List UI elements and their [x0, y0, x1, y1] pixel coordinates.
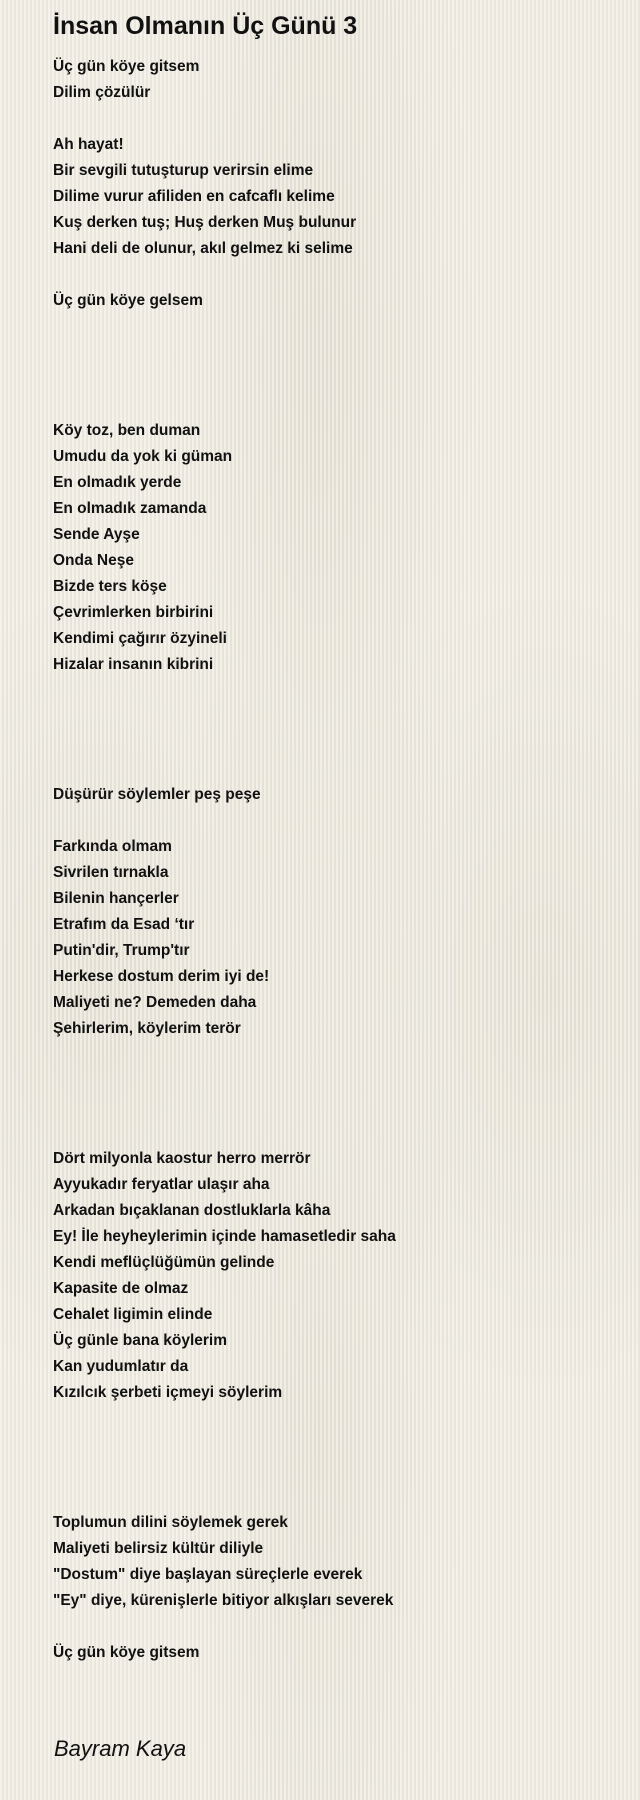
- stanza-break: [53, 340, 613, 366]
- poem-line: Toplumun dilini söylemek gerek: [53, 1514, 288, 1531]
- stanza-break: [53, 1120, 613, 1146]
- poem-line: Hani deli de olunur, akıl gelmez ki selime: [53, 240, 353, 257]
- poem-line: Bizde ters köşe: [53, 578, 167, 595]
- poem-line: Ey! İle heyheylerimin içinde hamasetledir saha: [53, 1228, 396, 1245]
- poem-line: Sivrilen tırnakla: [53, 864, 169, 881]
- stanza-break: [53, 704, 613, 730]
- stanza-break: [53, 1042, 613, 1068]
- poem-line: Bilenin hançerler: [53, 890, 179, 907]
- poem-line: Hizalar insanın kibrini: [53, 656, 214, 673]
- stanza-break: [53, 730, 613, 756]
- stanza-break: [53, 808, 613, 834]
- poem-line: Onda Neşe: [53, 552, 134, 569]
- stanza-break: [53, 1068, 613, 1094]
- poem-line: Herkese dostum derim iyi de!: [53, 968, 270, 985]
- stanza-break: [53, 392, 613, 418]
- poem-line: Üç günle bana köylerim: [53, 1332, 227, 1349]
- poem-line: Arkadan bıçaklanan dostluklarla kâha: [53, 1202, 331, 1219]
- stanza-break: [53, 1484, 613, 1510]
- poem-line: Kan yudumlatır da: [53, 1358, 189, 1375]
- stanza-break: [53, 314, 613, 340]
- poem-line: Köy toz, ben duman: [53, 422, 201, 439]
- stanza-break: [53, 366, 613, 392]
- stanza-break: [53, 1094, 613, 1120]
- poem-line: "Ey" diye, kürenişlerle bitiyor alkışları severek: [53, 1592, 394, 1609]
- poem-line: Kapasite de olmaz: [53, 1280, 189, 1297]
- poem-line: Etrafım da Esad ‘tır: [53, 916, 195, 933]
- poem-line: Çevrimlerken birbirini: [53, 604, 214, 621]
- stanza-break: [53, 262, 613, 288]
- stanza-break: [53, 1458, 613, 1484]
- poem-line: Ah hayat!: [53, 136, 124, 153]
- poem-line: Kuş derken tuş; Huş derken Muş bulunur: [53, 214, 357, 231]
- poem-line: Sende Ayşe: [53, 526, 140, 543]
- poem-line: Üç gün köye gitsem: [53, 1644, 200, 1661]
- stanza-break: [53, 756, 613, 782]
- poem-line: Ayyukadır feryatlar ulaşır aha: [53, 1176, 270, 1193]
- poem-line: Maliyeti ne? Demeden daha: [53, 994, 257, 1011]
- stanza-break: [53, 678, 613, 704]
- poem-line: En olmadık zamanda: [53, 500, 207, 517]
- poem-line: Maliyeti belirsiz kültür diliyle: [53, 1540, 264, 1557]
- poem-line: Kendimi çağırır özyineli: [53, 630, 227, 647]
- poem-line: "Dostum" diye başlayan süreçlerle everek: [53, 1566, 363, 1583]
- stanza-break: [53, 1406, 613, 1432]
- poem-line: Üç gün köye gelsem: [53, 292, 203, 309]
- poem-line: Dört milyonla kaostur herro merrör: [53, 1150, 311, 1167]
- poem-line: En olmadık yerde: [53, 474, 182, 491]
- stanza-break: [53, 1614, 613, 1640]
- poem-line: Cehalet ligimin elinde: [53, 1306, 213, 1323]
- stanza-break: [53, 106, 613, 132]
- poem-line: Putin'dir, Trump'tır: [53, 942, 190, 959]
- poem-line: Üç gün köye gitsem: [53, 58, 200, 75]
- poem-body: [53, 54, 613, 1666]
- poem-line: Bir sevgili tutuşturup verirsin elime: [53, 162, 314, 179]
- poem-line: Farkında olmam: [53, 838, 172, 855]
- poem-line: Kendi meflüçlüğümün gelinde: [53, 1254, 275, 1271]
- poem-line: Umudu da yok ki güman: [53, 448, 233, 465]
- poem-page: [53, 8, 613, 1666]
- poem-line: Düşürür söylemler peş peşe: [53, 786, 261, 803]
- poem-line: Kızılcık şerbeti içmeyi söylerim: [53, 1384, 283, 1401]
- poem-line: Şehirlerim, köylerim terör: [53, 1020, 241, 1037]
- poem-line: Dilim çözülür: [53, 84, 151, 101]
- poem-title: İnsan Olmanın Üç Günü 3: [53, 12, 358, 40]
- poem-line: Dilime vurur afiliden en cafcaflı kelime: [53, 188, 335, 205]
- author-name: Bayram Kaya: [54, 1736, 187, 1761]
- stanza-break: [53, 1432, 613, 1458]
